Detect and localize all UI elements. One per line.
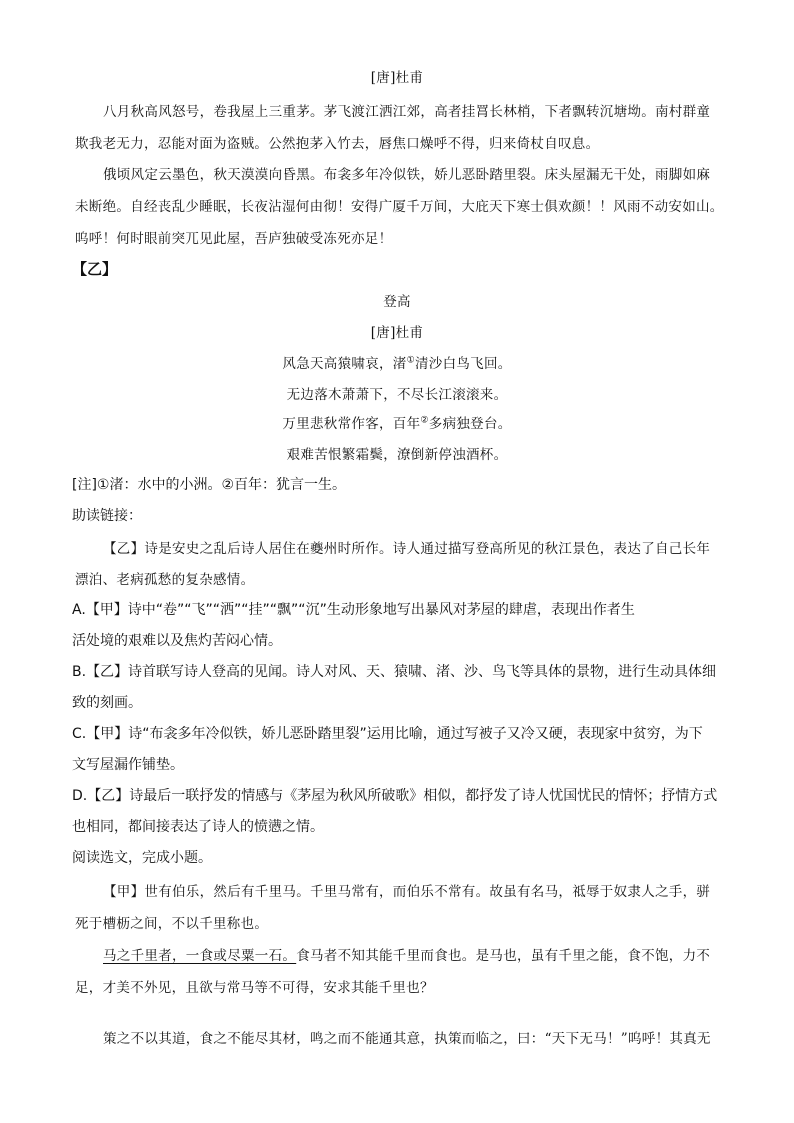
reading-aid-line: 漂泊、老病孤愁的复杂感情。 — [75, 572, 255, 588]
passage-line: 【甲】世有伯乐，然后有千里马。千里马常有，而伯乐不常有。故虽有名马，祗辱于奴隶人之手，骈 — [103, 884, 711, 900]
yi-poem-title: 登高 — [383, 294, 411, 310]
passage-line: 足，才美不外见，且欲与常马等不可得，安求其能千里也？ — [75, 980, 434, 996]
yi-poem-author: [唐]杜甫 — [370, 325, 424, 341]
option-c-line: 文写屋漏作铺垫。 — [72, 757, 184, 773]
jia-poem-author: [唐]杜甫 — [370, 70, 424, 86]
yi-label: 【乙】 — [72, 260, 118, 278]
option-c-line: C.【甲】诗“布衾多年冷似铁，娇儿恶卧踏里裂”运用比喻，通过写被子又冷又硬，表现家中贫穷，为下 — [72, 726, 703, 742]
jia-poem-line: 呜呼！何时眼前突兀见此屋，吾庐独破受冻死亦足！ — [75, 231, 393, 247]
option-a-line: 活处境的艰难以及焦灼苦闷心情。 — [72, 633, 282, 649]
underlined-sentence: 马之千里者，一食或尽粟一石。 — [103, 948, 297, 964]
passage-line: 策之不以其道，食之不能尽其材，鸣之而不能通其意，执策而临之，曰：“天下无马！”呜呼！其真无 — [103, 1031, 711, 1047]
reading-aid-line: 【乙】诗是安史之乱后诗人居住在夔州时所作。诗人通过描写登高所见的秋江景色，表达了自己长年 — [103, 541, 711, 557]
reading-instruction: 阅读选文，完成小题。 — [72, 850, 212, 866]
option-b-line: 致的刻画。 — [72, 695, 142, 711]
option-d-line: D.【乙】诗最后一联抒发的情感与《茅屋为秋风所破歌》相似，都抒发了诗人忧国忧民的情怀；抒情方式 — [72, 788, 718, 804]
jia-poem-line: 俄顷风定云墨色，秋天漠漠向昏黑。布衾多年冷似铁，娇儿恶卧踏里裂。床头屋漏无干处，雨脚如麻 — [103, 167, 711, 183]
option-a-line: A.【甲】诗中“卷”“飞”“洒”“挂”“飘”“沉”生动形象地写出暴风对茅屋的肆虐，表现出作者生 — [72, 602, 635, 618]
yi-poem-line-1: 风急天高猿啸哀，渚①清沙白鸟飞回。 — [282, 355, 512, 372]
option-d-line: 也相同，都间接表达了诗人的愤懑之情。 — [72, 819, 324, 835]
jia-poem-line: 八月秋高风怒号，卷我屋上三重茅。茅飞渡江洒江郊，高者挂罥长林梢，下者飘转沉塘坳。南村群童 — [103, 104, 711, 120]
annotation-note: [注]①渚：水中的小洲。②百年：犹言一生。 — [72, 477, 347, 493]
jia-poem-line: 欺我老无力，忍能对面为盗贼。公然抱茅入竹去，唇焦口燥呼不得，归来倚杖自叹息。 — [75, 136, 600, 152]
yi-poem-line-3: 万里悲秋常作客，百年②多病独登台。 — [282, 415, 512, 432]
passage-line: 马之千里者，一食或尽粟一石。食马者不知其能千里而食也。是马也，虽有千里之能，食不饱，力不 — [103, 948, 711, 964]
option-b-line: B.【乙】诗首联写诗人登高的见闻。诗人对风、天、猿啸、渚、沙、鸟飞等具体的景物，进行生动具体细 — [72, 664, 717, 680]
yi-poem-line-2: 无边落木萧萧下，不尽长江滚滚来。 — [286, 387, 508, 403]
passage-line: 死于槽枥之间，不以千里称也。 — [75, 916, 269, 932]
jia-poem-line: 未断绝。自经丧乱少睡眠，长夜沾湿何由彻！安得广厦千万间，大庇天下寒士俱欢颜！！风雨不动安如山。 — [75, 199, 724, 215]
reading-aid-heading: 助读链接： — [72, 508, 142, 524]
yi-poem-line-4: 艰难苦恨繁霜鬓，潦倒新停浊酒杯。 — [286, 447, 508, 463]
